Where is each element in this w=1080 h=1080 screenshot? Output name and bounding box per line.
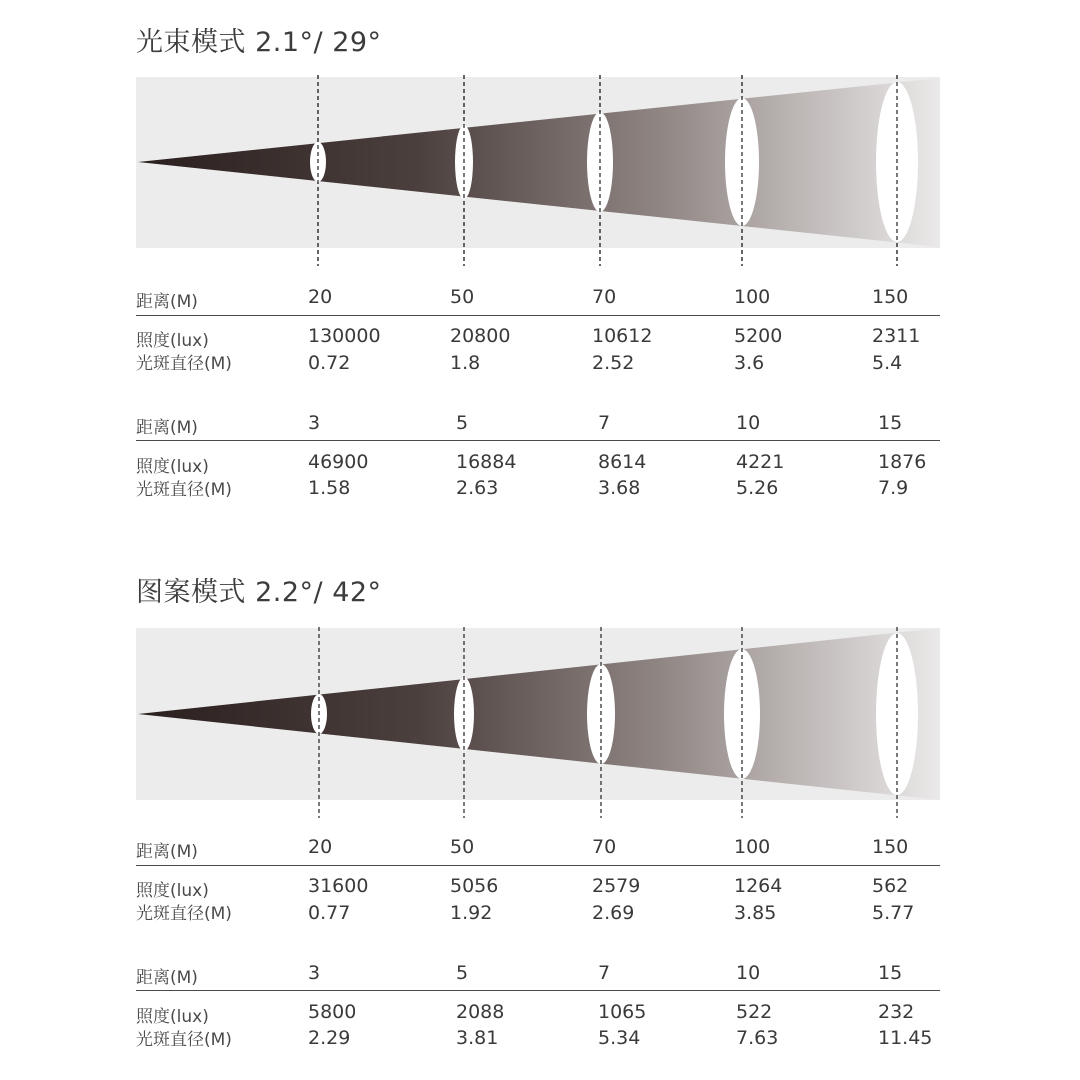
spot-diameter-value: 5.77 <box>872 902 915 924</box>
spot-diameter-value: 0.77 <box>308 902 351 924</box>
illuminance-value: 10612 <box>592 325 653 347</box>
illuminance-value: 232 <box>878 1001 915 1023</box>
spot-diameter-value: 11.45 <box>878 1027 933 1049</box>
distance-value: 10 <box>736 412 761 434</box>
illuminance-value: 1264 <box>734 875 783 897</box>
distance-value: 5 <box>456 962 469 984</box>
spot-diameter-value: 1.8 <box>450 352 481 374</box>
distance-label: 距离(M) <box>136 418 198 438</box>
distance-value: 50 <box>450 286 475 308</box>
illuminance-row <box>136 325 940 351</box>
section-title: 图案模式 2.2°/ 42° <box>136 577 382 608</box>
distance-row <box>136 412 940 438</box>
table-divider <box>136 865 940 866</box>
illuminance-value: 1065 <box>598 1001 647 1023</box>
illuminance-value: 46900 <box>308 451 369 473</box>
spot-diameter-label: 光斑直径(M) <box>136 480 232 500</box>
illuminance-value: 522 <box>736 1001 773 1023</box>
spot-diameter-row <box>136 902 940 928</box>
spot-diameter-value: 5.26 <box>736 477 779 499</box>
spot-diameter-value: 3.81 <box>456 1027 499 1049</box>
illuminance-value: 5200 <box>734 325 783 347</box>
spot-diameter-value: 3.85 <box>734 902 777 924</box>
illuminance-value: 2088 <box>456 1001 505 1023</box>
spot-diameter-row <box>136 352 940 378</box>
distance-value: 15 <box>878 962 903 984</box>
illuminance-row <box>136 1001 940 1027</box>
spot-diameter-value: 2.69 <box>592 902 635 924</box>
spot-diameter-value: 0.72 <box>308 352 351 374</box>
distance-value: 100 <box>734 286 771 308</box>
illuminance-label: 照度(lux) <box>136 457 209 477</box>
distance-value: 100 <box>734 836 771 858</box>
illuminance-row <box>136 875 940 901</box>
distance-value: 150 <box>872 836 909 858</box>
illuminance-value: 31600 <box>308 875 369 897</box>
spot-diameter-label: 光斑直径(M) <box>136 904 232 924</box>
spot-diameter-value: 5.4 <box>872 352 903 374</box>
distance-value: 3 <box>308 412 321 434</box>
distance-value: 10 <box>736 962 761 984</box>
spot-diameter-value: 3.6 <box>734 352 765 374</box>
spot-diameter-value: 7.9 <box>878 477 909 499</box>
beam-diagram <box>0 70 1080 270</box>
illuminance-value: 8614 <box>598 451 647 473</box>
section-pattern-mode <box>0 550 1080 1080</box>
distance-label: 距离(M) <box>136 292 198 312</box>
distance-row <box>136 286 940 312</box>
illuminance-value: 5056 <box>450 875 499 897</box>
illuminance-label: 照度(lux) <box>136 881 209 901</box>
illuminance-value: 130000 <box>308 325 381 347</box>
illuminance-value: 2311 <box>872 325 921 347</box>
illuminance-label: 照度(lux) <box>136 1007 209 1027</box>
spot-diameter-value: 2.63 <box>456 477 499 499</box>
distance-label: 距离(M) <box>136 842 198 862</box>
illuminance-value: 16884 <box>456 451 517 473</box>
distance-value: 7 <box>598 412 611 434</box>
illuminance-value: 4221 <box>736 451 785 473</box>
spot-diameter-value: 1.58 <box>308 477 351 499</box>
distance-value: 3 <box>308 962 321 984</box>
illuminance-value: 2579 <box>592 875 641 897</box>
table-divider <box>136 315 940 316</box>
distance-row <box>136 962 940 988</box>
spot-diameter-value: 2.29 <box>308 1027 351 1049</box>
table-divider <box>136 990 940 991</box>
spot-diameter-label: 光斑直径(M) <box>136 1030 232 1050</box>
illuminance-value: 20800 <box>450 325 511 347</box>
distance-value: 70 <box>592 836 617 858</box>
spot-diameter-row <box>136 1027 940 1053</box>
distance-value: 7 <box>598 962 611 984</box>
section-title: 光束模式 2.1°/ 29° <box>136 27 382 58</box>
spot-diameter-value: 5.34 <box>598 1027 641 1049</box>
distance-row <box>136 836 940 862</box>
beam-diagram <box>0 622 1080 822</box>
spot-diameter-value: 2.52 <box>592 352 635 374</box>
illuminance-label: 照度(lux) <box>136 331 209 351</box>
illuminance-value: 1876 <box>878 451 927 473</box>
spot-diameter-value: 7.63 <box>736 1027 779 1049</box>
distance-value: 5 <box>456 412 469 434</box>
distance-value: 150 <box>872 286 909 308</box>
distance-value: 20 <box>308 286 333 308</box>
spot-diameter-value: 3.68 <box>598 477 641 499</box>
table-divider <box>136 440 940 441</box>
distance-value: 50 <box>450 836 475 858</box>
distance-label: 距离(M) <box>136 968 198 988</box>
distance-value: 20 <box>308 836 333 858</box>
illuminance-row <box>136 451 940 477</box>
distance-value: 15 <box>878 412 903 434</box>
spot-diameter-value: 1.92 <box>450 902 493 924</box>
spot-diameter-row <box>136 477 940 503</box>
spot-diameter-label: 光斑直径(M) <box>136 354 232 374</box>
illuminance-value: 562 <box>872 875 909 897</box>
illuminance-value: 5800 <box>308 1001 357 1023</box>
distance-value: 70 <box>592 286 617 308</box>
